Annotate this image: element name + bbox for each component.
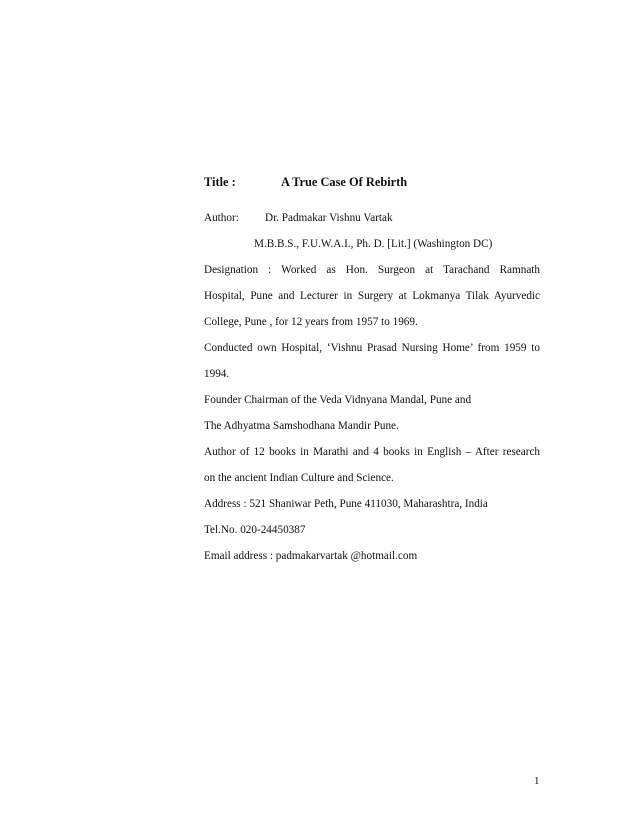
telephone-line: Tel.No. 020-24450387 [204,524,306,536]
author-name: Dr. Padmakar Vishnu Vartak [265,212,393,224]
document-content [204,176,540,562]
author-qualifications: M.B.B.S., F.U.W.A.I., Ph. D. [Lit.] (Washington DC) [254,238,493,250]
title-label: Title : [204,175,236,189]
designation-line-2: Hospital, Pune and Lecturer in Surgery at Lokmanya Tilak Ayurvedic [204,290,540,302]
hospital-line-2: 1994. [204,368,230,380]
email-line: Email address : padmakarvartak @hotmail.com [204,550,418,562]
qualifications-row [204,238,540,250]
founder-line-2: The Adhyatma Samshodhana Mandir Pune. [204,420,399,432]
hospital-line-1: Conducted own Hospital, ‘Vishnu Prasad Nursing Home’ from 1959 to [204,342,540,354]
author-row [204,212,540,224]
address-line: Address : 521 Shaniwar Peth, Pune 411030, Maharashtra, India [204,498,488,510]
designation-line-1: Designation : Worked as Hon. Surgeon at Tarachand Ramnath [204,264,540,276]
designation-line-3: College, Pune , for 12 years from 1957 to 1969. [204,316,418,328]
page-number: 1 [534,775,540,787]
author-label: Author: [204,212,239,224]
author-of-line-2: on the ancient Indian Culture and Science. [204,472,394,484]
title-row [204,176,540,188]
author-of-line-1: Author of 12 books in Marathi and 4 books in English – After research [204,446,540,458]
founder-line-1: Founder Chairman of the Veda Vidnyana Mandal, Pune and [204,394,472,406]
document-title: A True Case Of Rebirth [281,175,408,189]
